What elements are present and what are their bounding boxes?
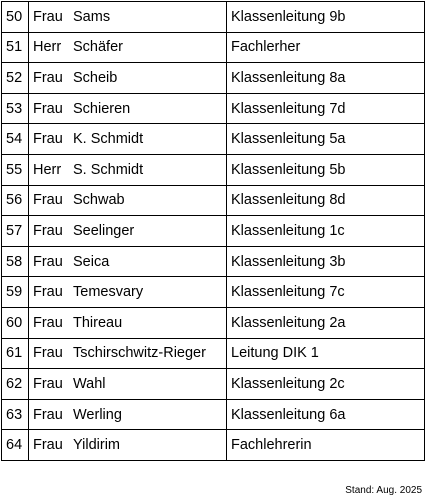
table-row (2, 307, 425, 338)
status-date: Stand: Aug. 2025 (345, 485, 422, 496)
row-number: 57 (2, 216, 29, 247)
name-cell (29, 307, 227, 338)
staff-table (1, 1, 425, 461)
row-number: 62 (2, 369, 29, 400)
table-row (2, 32, 425, 63)
salutation: Frau (33, 314, 63, 331)
name-cell (29, 216, 227, 247)
role-cell: Klassenleitung 2a (227, 307, 425, 338)
salutation: Frau (33, 100, 63, 117)
table-row (2, 399, 425, 430)
role-cell: Klassenleitung 7c (227, 277, 425, 308)
table-row (2, 124, 425, 155)
salutation: Frau (33, 437, 63, 454)
name-cell (29, 430, 227, 461)
person-name: Wahl (73, 375, 106, 392)
table-row (2, 93, 425, 124)
name-cell (29, 154, 227, 185)
table-row (2, 63, 425, 94)
role-cell: Klassenleitung 2c (227, 369, 425, 400)
row-number: 50 (2, 2, 29, 33)
table-row (2, 216, 425, 247)
name-cell (29, 338, 227, 369)
salutation: Herr (33, 39, 62, 56)
salutation: Frau (33, 222, 63, 239)
name-cell (29, 277, 227, 308)
row-number: 59 (2, 277, 29, 308)
person-name: Werling (73, 406, 122, 423)
person-name: Tschirschwitz-Rieger (73, 345, 206, 362)
person-name: Sams (73, 8, 111, 25)
salutation: Frau (33, 69, 63, 86)
row-number: 54 (2, 124, 29, 155)
table-row (2, 369, 425, 400)
row-number: 55 (2, 154, 29, 185)
role-cell: Klassenleitung 1c (227, 216, 425, 247)
person-name: Schieren (73, 100, 131, 117)
name-cell (29, 399, 227, 430)
person-name: Seelinger (73, 222, 135, 239)
role-cell: Klassenleitung 5a (227, 124, 425, 155)
person-name: Scheib (73, 69, 118, 86)
person-name: K. Schmidt (73, 131, 144, 148)
row-number: 60 (2, 307, 29, 338)
role-cell: Klassenleitung 5b (227, 154, 425, 185)
salutation: Frau (33, 131, 63, 148)
salutation: Frau (33, 406, 63, 423)
role-cell: Klassenleitung 7d (227, 93, 425, 124)
person-name: S. Schmidt (73, 161, 144, 178)
name-cell (29, 369, 227, 400)
table-row (2, 246, 425, 277)
name-cell (29, 63, 227, 94)
salutation: Herr (33, 161, 62, 178)
salutation: Frau (33, 284, 63, 301)
role-cell: Klassenleitung 6a (227, 399, 425, 430)
name-cell (29, 93, 227, 124)
role-cell: Klassenleitung 8a (227, 63, 425, 94)
row-number: 63 (2, 399, 29, 430)
person-name: Yildirim (73, 437, 120, 454)
table-row (2, 2, 425, 33)
salutation: Frau (33, 8, 63, 25)
row-number: 58 (2, 246, 29, 277)
row-number: 51 (2, 32, 29, 63)
name-cell (29, 32, 227, 63)
person-name: Thireau (73, 314, 123, 331)
role-cell: Fachlerher (227, 32, 425, 63)
person-name: Schwab (73, 192, 125, 209)
salutation: Frau (33, 345, 63, 362)
row-number: 53 (2, 93, 29, 124)
table-row (2, 277, 425, 308)
row-number: 61 (2, 338, 29, 369)
role-cell: Leitung DIK 1 (227, 338, 425, 369)
table-row (2, 185, 425, 216)
name-cell (29, 2, 227, 33)
table-row (2, 338, 425, 369)
name-cell (29, 246, 227, 277)
person-name: Temesvary (73, 284, 144, 301)
row-number: 56 (2, 185, 29, 216)
person-name: Seica (73, 253, 110, 270)
name-cell (29, 185, 227, 216)
staff-table-body (2, 2, 425, 461)
row-number: 64 (2, 430, 29, 461)
person-name: Schäfer (73, 39, 123, 56)
salutation: Frau (33, 192, 63, 209)
role-cell: Klassenleitung 3b (227, 246, 425, 277)
role-cell: Fachlehrerin (227, 430, 425, 461)
table-row (2, 154, 425, 185)
table-row (2, 430, 425, 461)
salutation: Frau (33, 375, 63, 392)
row-number: 52 (2, 63, 29, 94)
salutation: Frau (33, 253, 63, 270)
name-cell (29, 124, 227, 155)
role-cell: Klassenleitung 8d (227, 185, 425, 216)
role-cell: Klassenleitung 9b (227, 2, 425, 33)
